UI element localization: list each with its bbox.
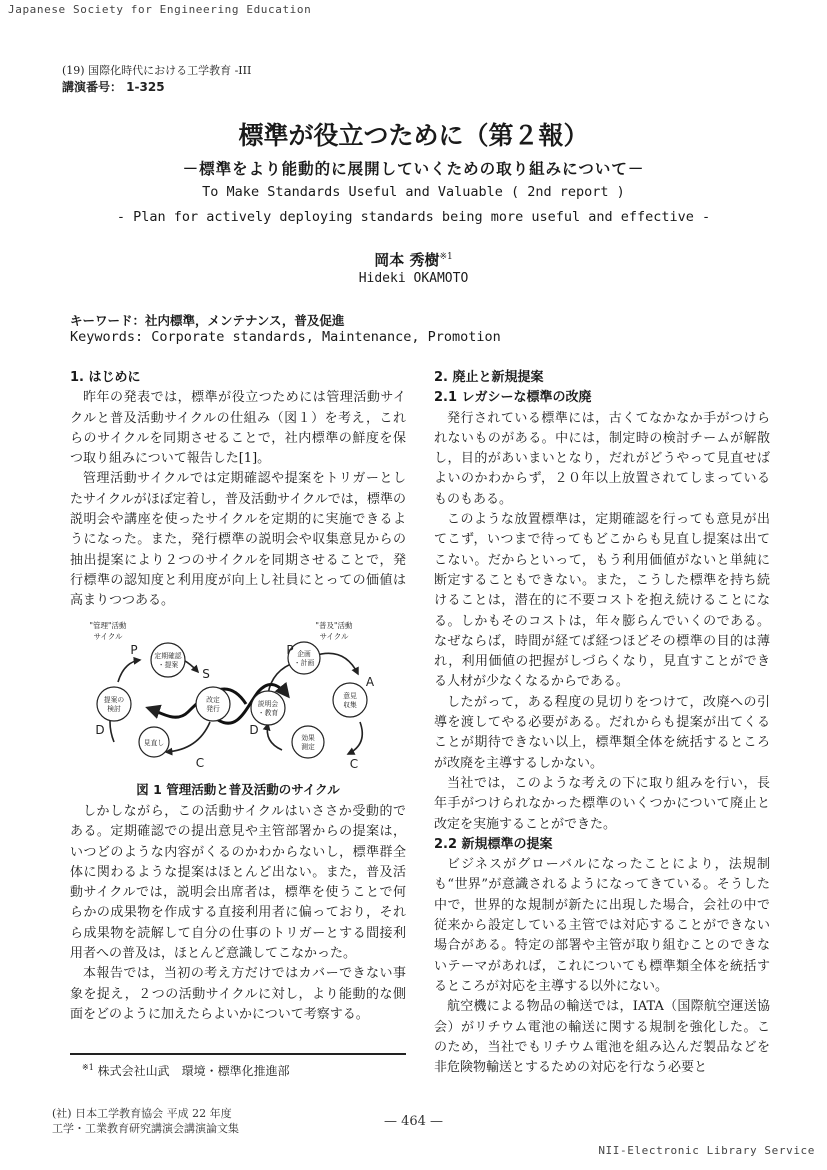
right-cycle-arrow [348,722,362,754]
paragraph: 当社では，このような考えの下に取り組みを行い，長年手がつけられなかった標準のいくつかについて廃止と改定を実施することができた。 [434,775,770,832]
node-label: 見直し [143,739,165,747]
node-label: 定期確認 [154,652,182,660]
left-column-top [70,368,406,612]
pdca-label: D [249,723,259,737]
pdca-label: S [202,667,210,681]
node-label: 検討 [107,705,121,713]
right-column [434,368,770,1078]
node-label: 説明会 [257,700,279,708]
paragraph: 昨年の発表では，標準が役立つためには管理活動サイクルと普及活動サイクルの仕組み（図１）を考え，これらのサイクルを同期させることで，社内標準の鮮度を保つ取り組みについて報告した[1]。 [70,390,406,467]
node-revision-issue [196,687,230,721]
node-proposal-review [97,687,131,721]
node-briefing-education [251,691,285,725]
node-label: 提案の [103,696,125,704]
footnote-mark: ※1 [82,1063,94,1072]
left-column-bottom [70,802,406,1025]
footnote-text: 株式会社山武 環境・標準化推進部 [97,1064,290,1078]
pdca-label: A [365,675,375,689]
node-label: ・計画 [293,659,315,667]
author-name-en: Hideki OKAMOTO [358,271,469,286]
lecture-number: 講演番号： 1-325 [62,80,165,94]
node-label: 収集 [343,701,357,709]
subsection-heading-2-1: 2.1 レガシーな標準の改廃 [434,390,592,406]
publisher-line: (社) 日本工学教育協会 平成 22 年度 [52,1107,232,1120]
library-footer: NII-Electronic Library Service [598,1144,815,1157]
footnote [82,1062,290,1079]
society-header: Japanese Society for Engineering Education [8,3,312,16]
paragraph: したがって，ある程度の見切りをつけて，改廃への引導を渡してやる必要がある。だれからも提案が出てくることが期待できない以上，標準類全体を統括するところが改廃を主導するしかない。 [434,694,770,771]
pdca-label: D [95,723,105,737]
figure-caption: 図 1 管理活動と普及活動のサイクル [136,782,340,797]
right-cycle-arrow [314,653,358,674]
node-label: 発行 [206,705,220,713]
keywords-en: Keywords: Corporate standards, Maintenance, Promotion [70,329,501,345]
author-affiliation-mark: ※1 [439,252,453,262]
section-heading-intro: 1. はじめに [70,370,141,385]
right-cycle-title: "普及"活動 [315,621,353,630]
paragraph: 管理活動サイクルでは定期確認や提案をトリガーとしたサイクルがほぼ定着し，普及活動サイクルでは，標準の説明会や講座を使ったサイクルを定期的に実施できるようになった。また，発行標準の説明会や収集意見からの抽出提案により２つのサイクルを同期させることで，発行標準の認知度と利用度が向上し社員にとっての価値は高まりつつある。 [70,471,406,609]
left-cycle-arrow [166,722,210,752]
node-label: 効果 [301,734,315,742]
cycle-figure [78,612,400,778]
english-subtitle: - Plan for actively deploying standards being more useful and effective - [116,209,711,225]
node-opinion-collection [333,683,367,717]
page-number: — 464 — [383,1114,444,1129]
session-series: (19) 国際化時代における工学教育 -III [62,64,252,77]
keywords-ja: キーワード：社内標準，メンテナンス，普及促進 [70,313,345,328]
english-title: To Make Standards Useful and Valuable ( 2nd report ) [202,184,625,200]
node-label: 測定 [301,743,315,751]
node-label: 改定 [206,696,220,704]
left-cycle-subtitle: サイクル [93,632,123,641]
node-label: ・提案 [157,661,179,669]
left-cycle-arrow [118,660,140,682]
node-label: 意見 [343,692,357,700]
pdca-label: C [195,756,205,770]
paragraph: 本報告では，当初の考え方だけではカバーできない事象を捉え，２つの活動サイクルに対し，より能動的な側面をどのように加えたらよいかについて考察する。 [70,966,406,1022]
footnote-rule [70,1053,406,1055]
author-name-ja: 岡本 秀樹$^{※1}$ [374,251,453,269]
node-periodic-review [151,643,185,677]
section-heading-2: 2. 廃止と新規提案 [434,370,544,385]
pdca-label: P [130,643,138,657]
publisher-line: 工学・工業教育研究講演会講演論文集 [52,1122,239,1135]
node-effect-measurement [292,726,324,758]
paper-subtitle: －標準をより能動的に展開していくための取り組みについて－ [182,159,645,178]
paragraph: ビジネスがグローバルになったことにより，法規制も“世界”が意識されるようになってきている。そうした中で，世界的な規制が新たに出現した場合，会社の中で従来から設定している主管では対応することができない場合がある。特定の部署や主管が取り組むことのできないテーマがあれば，これについても標準類全体を統括するところが対応を主導する以外にない。 [434,857,770,994]
left-cycle-title: "管理"活動 [89,621,127,630]
pdca-label: C [349,757,359,771]
pdca-label: P [286,643,294,657]
paragraph: このような放置標準は，定期確認を行っても意見が出てこず，いつまで待ってもどこからも見直し提案は出てこない。だからといって，もう利用価値がないと単純に断定することもできない。また，こうした標準を持ち続けることは，潜在的に不要コストを抱え続けることになる。しかもそのコストは，年々膨らんでいくのである。なぜならば，時間が経てば経つほどその標準の目的は薄れ，利用価値の把握がしづらくなり，見直すことができる人材が少なくなるからである。 [434,512,770,690]
right-cycle-subtitle: サイクル [319,632,349,641]
subsection-heading-2-2: 2.2 新規標準の提案 [434,836,553,852]
paragraph: しかしながら，この活動サイクルはいささか受動的である。定期確認での提出意見や主管部署からの提案は，いつどのような内容がくるのかわからないし，標準群全体に関わるような提案はほとんど出ない。また，普及活動サイクルでは，説明会出席者は，標準を使うことで何らかの成果物を作成する直接利用者に偏っており，それら成果物を読解して自分の仕事のトリガーとする間接利用者への普及は，ほとんど意識してこなかった。 [70,804,406,962]
paragraph: 航空機による物品の輸送では，IATA（国際航空運送協会）がリチウム電池の輸送に関する規制を強化した。このため，当社でもリチウム電池を組み込んだ製品などを非危険物輸送とするための対応を行なう必要と [434,999,770,1076]
paper-title: 標準が役立つために（第２報） [238,121,589,150]
node-label: ・教育 [257,709,279,717]
right-cycle-arrow [267,724,282,750]
node-label: 企画 [297,650,311,658]
paragraph: 発行されている標準には，古くてなかなか手がつけられないものがある。中には，制定時の検討チームが解散し，目的があいまいとなり，だれがどうやって見直せばよいのかわからず，２０年以上放置されてしまっているものもある。 [434,410,770,507]
